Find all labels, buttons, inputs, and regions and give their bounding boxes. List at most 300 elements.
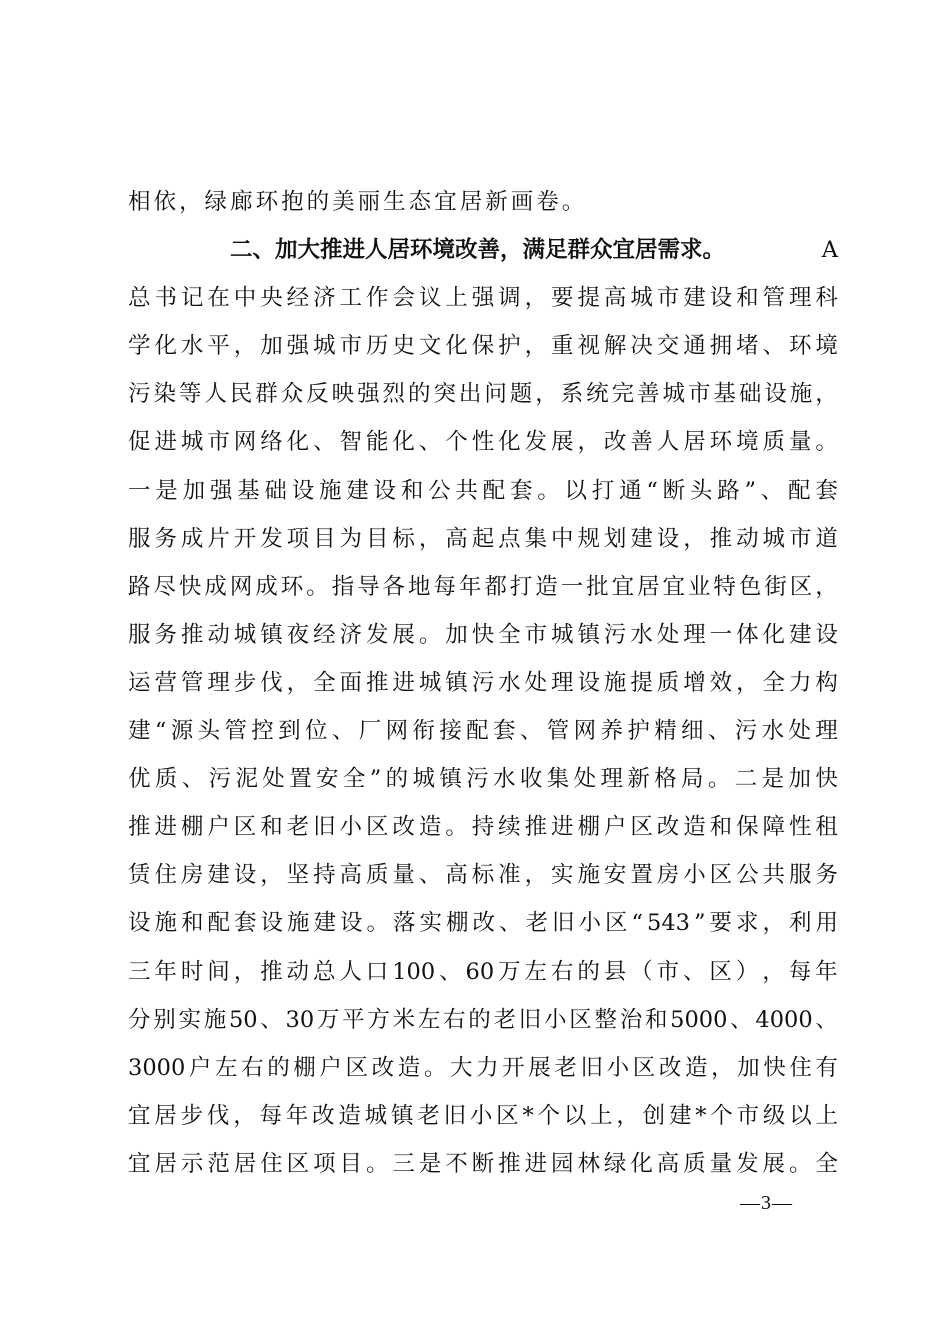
text-glyph: 。 (707, 766, 731, 793)
text-glyph: 构 (815, 669, 838, 696)
text-glyph: 视 (577, 333, 600, 360)
text-glyph: 相 (128, 189, 154, 215)
text-glyph: 区 (345, 1054, 369, 1081)
text-glyph: 人 (204, 381, 227, 408)
text-glyph: 一 (128, 477, 151, 504)
text-glyph: 改 (371, 1054, 395, 1081)
text-glyph: 提 (577, 285, 600, 312)
text-line (128, 370, 838, 418)
text-glyph: 左 (214, 1054, 238, 1081)
text-glyph: 。 (418, 621, 442, 648)
text-glyph: 城 (233, 621, 257, 648)
text-glyph: 环 (709, 429, 733, 456)
text-glyph: 配 (466, 718, 489, 745)
text-glyph: 各 (382, 573, 406, 600)
text-glyph: 区 (605, 910, 628, 937)
text-glyph: 重 (551, 333, 574, 360)
text-glyph: 、 (762, 333, 786, 360)
text-glyph: 美 (332, 189, 358, 215)
text-glyph: 质 (762, 429, 786, 456)
text-glyph: ” (744, 477, 756, 504)
text-glyph: ， (815, 573, 838, 600)
text-glyph: 全 (342, 766, 366, 793)
text-glyph: 县 (603, 958, 627, 985)
text-glyph: 镇 (577, 621, 600, 648)
text-glyph: 化 (286, 429, 310, 456)
text-glyph: 配 (482, 477, 506, 504)
text-glyph: * (695, 1102, 707, 1129)
text-glyph: 市 (687, 381, 711, 408)
text-glyph: 区 (365, 814, 389, 841)
text-glyph: 染 (153, 381, 176, 408)
text-glyph: 个 (445, 429, 468, 456)
text-glyph: 高 (656, 1150, 680, 1177)
text-glyph: 和 (400, 477, 424, 504)
text-glyph: 建 (683, 285, 706, 312)
text-glyph: 境 (815, 333, 838, 360)
text-glyph: 工 (339, 285, 363, 312)
text-glyph: 施 (287, 910, 310, 937)
text-glyph: 记 (180, 285, 204, 312)
text-glyph: 套 (509, 477, 533, 504)
text-glyph: 推 (180, 621, 204, 648)
text-glyph: 套 (234, 910, 257, 937)
text-glyph: 城 (418, 669, 442, 696)
text-glyph: ） (735, 958, 759, 985)
text-line (128, 755, 838, 803)
text-glyph: 老 (493, 1006, 517, 1033)
text-glyph: 快 (471, 621, 495, 648)
text-glyph: 断 (662, 477, 686, 504)
text-glyph: 在 (207, 285, 230, 312)
text-glyph: 都 (484, 573, 507, 600)
text-glyph: 建 (128, 718, 151, 745)
text-glyph: 展 (762, 1150, 786, 1177)
text-glyph: 造 (684, 1054, 708, 1081)
text-glyph: 改 (658, 1054, 682, 1081)
text-glyph: 化 (392, 429, 415, 456)
body-text (128, 178, 838, 1188)
text-glyph: 人 (656, 429, 680, 456)
text-glyph: 示 (180, 1150, 204, 1177)
text-glyph: 经 (313, 621, 336, 648)
section-heading-line (128, 226, 838, 274)
text-line (128, 707, 838, 755)
text-glyph: 施 (154, 910, 178, 937)
text-glyph: ， (418, 525, 442, 552)
text-glyph: 以 (564, 477, 588, 504)
text-glyph: 宜 (434, 189, 460, 215)
text-glyph: 米 (392, 1006, 416, 1033)
text-glyph: ， (577, 429, 600, 456)
text-glyph: 源 (170, 718, 194, 745)
text-glyph: 老 (286, 814, 310, 841)
text-glyph: 别 (153, 1006, 176, 1033)
text-glyph: 持 (313, 862, 336, 889)
text-glyph: 利 (788, 910, 812, 937)
text-glyph: ， (683, 525, 706, 552)
text-glyph: 管 (762, 285, 786, 312)
text-glyph: 公 (428, 477, 451, 504)
text-glyph: 级 (762, 1102, 786, 1129)
text-glyph: 中 (551, 525, 574, 552)
text-glyph: 强 (471, 285, 495, 312)
text-glyph: 镇 (439, 766, 462, 793)
text-glyph: 网 (573, 718, 597, 745)
text-glyph: 中 (233, 285, 257, 312)
text-glyph: 成 (204, 573, 227, 600)
text-glyph: 不 (445, 1150, 468, 1177)
text-glyph: 施 (603, 669, 627, 696)
text-glyph: 、 (707, 718, 731, 745)
text-glyph: 户 (603, 814, 627, 841)
text-glyph: 堵 (736, 333, 759, 360)
text-glyph: 改 (656, 814, 680, 841)
text-glyph: 运 (128, 669, 151, 696)
text-glyph: 施 (577, 862, 600, 889)
text-glyph: 央 (260, 285, 283, 312)
text-glyph: 市 (339, 333, 363, 360)
text-glyph: 区 (286, 1150, 310, 1177)
text-glyph: 造 (397, 1054, 421, 1081)
text-glyph: 处 (262, 766, 285, 793)
text-glyph: 高 (603, 285, 627, 312)
text-glyph: 夜 (286, 621, 310, 648)
text-glyph: 旧 (313, 814, 336, 841)
text-glyph: “ (646, 477, 658, 504)
text-glyph: ， (233, 1102, 256, 1129)
text-glyph: 集 (524, 525, 548, 552)
text-glyph: 理 (683, 621, 706, 648)
text-glyph: 局 (681, 766, 704, 793)
text-glyph: 环 (788, 333, 812, 360)
text-glyph: 的 (306, 189, 333, 215)
text-glyph: 施 (203, 1006, 227, 1033)
text-glyph: 和 (260, 814, 283, 841)
text-glyph: 色 (738, 573, 762, 600)
text-glyph: 打 (509, 573, 533, 600)
text-glyph: 推 (128, 814, 151, 841)
text-glyph: 能 (365, 429, 389, 456)
text-glyph: 力 (476, 1054, 499, 1081)
text-glyph: 众 (280, 381, 304, 408)
text-glyph: 础 (264, 477, 287, 504)
text-glyph: 置 (630, 862, 653, 889)
text-glyph: 城 (762, 525, 786, 552)
text-glyph: 设 (291, 477, 315, 504)
text-glyph: 小 (578, 910, 602, 937)
text-glyph: 头 (197, 718, 221, 745)
text-glyph: 宜 (611, 573, 635, 600)
text-glyph: 房 (180, 862, 204, 889)
text-glyph: 居 (683, 429, 706, 456)
text-glyph: 处 (788, 718, 811, 745)
text-glyph: 旧 (552, 910, 575, 937)
text-glyph: 右 (443, 1006, 466, 1033)
text-glyph: 力 (788, 669, 812, 696)
text-glyph: 每 (788, 958, 812, 985)
text-glyph: 上 (590, 1102, 613, 1129)
text-glyph: 目 (339, 1150, 363, 1177)
text-glyph: 书 (154, 285, 177, 312)
text-glyph: 科 (815, 285, 838, 312)
text-glyph: 城 (551, 621, 574, 648)
text-glyph: 务 (154, 525, 177, 552)
text-glyph: 加 (737, 1054, 760, 1081)
text-glyph: 网 (233, 429, 257, 456)
text-glyph: 境 (736, 429, 759, 456)
text-glyph: 批 (586, 573, 609, 600)
text-glyph: 城 (313, 333, 336, 360)
text-glyph: 环 (280, 573, 304, 600)
text-glyph: 管 (180, 669, 204, 696)
text-glyph: 。 (423, 1054, 447, 1081)
text-glyph: 建 (788, 621, 812, 648)
text-glyph: 的 (407, 381, 431, 408)
text-glyph: 控 (251, 718, 274, 745)
text-glyph: 务 (154, 621, 177, 648)
text-glyph: 基 (713, 381, 736, 408)
text-glyph: 生 (383, 189, 409, 215)
text-glyph: 础 (738, 381, 762, 408)
text-glyph: 丽 (357, 189, 384, 215)
text-glyph: 伐 (260, 669, 283, 696)
text-glyph: 实 (551, 862, 574, 889)
text-glyph: 化 (445, 333, 468, 360)
text-line (128, 899, 838, 947)
text-glyph: 进 (154, 814, 177, 841)
text-glyph: 3000 (128, 1054, 186, 1081)
text-glyph: 保 (736, 814, 759, 841)
text-line (128, 418, 838, 466)
text-line (128, 1044, 838, 1092)
text-glyph: 推 (709, 525, 733, 552)
text-glyph: 步 (180, 1102, 204, 1129)
text-glyph: 设 (340, 910, 363, 937)
text-glyph: 施 (318, 477, 342, 504)
text-glyph: 开 (233, 525, 257, 552)
text-glyph: 污 (128, 381, 151, 408)
text-glyph: 接 (439, 718, 462, 745)
text-glyph: 年 (815, 958, 838, 985)
text-line (128, 467, 838, 515)
text-glyph: 林 (577, 1150, 600, 1177)
text-glyph: 护 (627, 718, 650, 745)
text-glyph: 棚 (293, 1054, 316, 1081)
text-glyph: 市 (524, 621, 548, 648)
text-glyph: 理 (815, 718, 838, 745)
text-line (128, 851, 838, 899)
text-glyph: 30 (285, 1006, 315, 1033)
text-glyph: 质 (154, 766, 178, 793)
text-glyph: 和 (736, 285, 759, 312)
text-glyph: ， (524, 862, 548, 889)
text-glyph: 的 (468, 1006, 491, 1033)
text-glyph: 水 (493, 766, 516, 793)
text-glyph: 标 (471, 862, 495, 889)
text-glyph: 加 (260, 333, 283, 360)
text-glyph: 尽 (153, 573, 176, 600)
text-glyph: 坚 (286, 862, 310, 889)
text-glyph: 是 (418, 1150, 442, 1177)
text-glyph: 污 (208, 766, 232, 793)
text-glyph: 展 (528, 1054, 551, 1081)
text-glyph: 小 (339, 814, 363, 841)
text-glyph: 展 (392, 621, 415, 648)
text-glyph: 出 (458, 381, 482, 408)
text-glyph: 口 (365, 958, 389, 985)
text-glyph: 。 (306, 573, 329, 600)
text-glyph: 上 (815, 1102, 838, 1129)
text-glyph: “ (631, 910, 644, 937)
text-glyph: 展 (551, 429, 574, 456)
text-glyph: 质 (683, 1150, 706, 1177)
text-glyph: 基 (237, 477, 260, 504)
text-glyph: 上 (445, 285, 468, 312)
text-glyph: 映 (331, 381, 355, 408)
text-glyph: 进 (392, 669, 415, 696)
text-glyph: 改 (472, 910, 496, 937)
text-glyph: 造 (683, 814, 706, 841)
text-glyph: 议 (418, 285, 442, 312)
text-glyph: 快 (763, 1054, 786, 1081)
text-line (128, 803, 838, 851)
text-glyph: 建 (630, 525, 653, 552)
text-glyph: 发 (260, 525, 283, 552)
text-glyph: 和 (181, 910, 204, 937)
text-glyph: 实 (178, 1006, 201, 1033)
text-glyph: 543 (647, 910, 690, 937)
text-glyph: 要 (551, 285, 574, 312)
text-line (128, 1092, 838, 1140)
text-glyph: 全 (815, 1150, 838, 1177)
text-glyph: 建 (207, 862, 230, 889)
text-line (128, 274, 838, 322)
text-glyph: 动 (207, 621, 230, 648)
text-glyph: 格 (654, 766, 677, 793)
text-glyph: 量 (392, 862, 415, 889)
text-glyph: 二 (734, 766, 758, 793)
text-glyph: 化 (498, 429, 521, 456)
text-glyph: 网 (385, 718, 409, 745)
text-glyph: 棚 (577, 814, 600, 841)
text-glyph: 突 (433, 381, 456, 408)
text-glyph: 。 (366, 910, 390, 937)
text-glyph: 细 (681, 718, 704, 745)
text-glyph: 镇 (260, 621, 283, 648)
text-glyph: 街 (764, 573, 787, 600)
text-glyph: 共 (762, 862, 786, 889)
text-glyph: ， (233, 958, 257, 985)
text-glyph: 理 (788, 285, 812, 312)
text-glyph: 大 (449, 1054, 473, 1081)
text-glyph: 集 (546, 766, 570, 793)
text-glyph: 置 (289, 766, 312, 793)
text-glyph: 分 (128, 1006, 151, 1033)
text-glyph: 导 (357, 573, 380, 600)
text-glyph: 、 (499, 910, 522, 937)
text-glyph: 居 (154, 1102, 177, 1129)
text-glyph: 解 (603, 333, 627, 360)
text-glyph: 成 (180, 525, 204, 552)
text-glyph: 、 (181, 766, 205, 793)
text-glyph: 、 (815, 1006, 838, 1033)
text-glyph: 进 (524, 1150, 548, 1177)
text-glyph: 推 (524, 814, 548, 841)
text-glyph: 城 (630, 285, 653, 312)
text-glyph: 和 (644, 1006, 668, 1033)
text-glyph: 、 (313, 429, 336, 456)
text-glyph: 新 (485, 189, 511, 215)
text-glyph: 污 (466, 766, 489, 793)
text-glyph: 的 (267, 1054, 290, 1081)
text-glyph: 态 (408, 189, 435, 215)
text-glyph: 个 (710, 1102, 733, 1129)
text-glyph: 园 (551, 1150, 574, 1177)
text-glyph: 房 (656, 862, 680, 889)
text-glyph: ， (762, 958, 785, 985)
text-glyph: 画 (510, 189, 537, 215)
text-glyph: 发 (524, 429, 548, 456)
text-glyph: 高 (445, 862, 468, 889)
text-glyph: 建 (668, 1102, 692, 1129)
text-glyph: 右 (550, 958, 574, 985)
text-glyph: 治 (619, 1006, 643, 1033)
text-glyph: 拥 (709, 333, 733, 360)
text-glyph: 市 (656, 958, 680, 985)
text-glyph: 一 (709, 621, 733, 648)
text-glyph: 设 (128, 910, 151, 937)
text-glyph: 求 (735, 910, 759, 937)
text-glyph: 推 (260, 958, 283, 985)
text-glyph: 方 (367, 1006, 390, 1033)
text-glyph: 配 (788, 477, 811, 504)
text-glyph: 污 (471, 669, 495, 696)
text-glyph: 间 (207, 958, 230, 985)
text-glyph: 居 (233, 1150, 257, 1177)
text-glyph: 污 (603, 621, 627, 648)
text-glyph: 网 (229, 573, 253, 600)
text-glyph: 加 (788, 766, 811, 793)
text-glyph: 居 (459, 189, 486, 215)
text-glyph: 通 (683, 333, 706, 360)
text-glyph: 善 (637, 381, 660, 408)
text-glyph: ” (369, 766, 382, 793)
text-glyph: 镇 (390, 1102, 414, 1129)
text-glyph: 改 (392, 814, 415, 841)
text-glyph: 宜 (662, 573, 686, 600)
text-glyph: 4000 (755, 1006, 813, 1033)
text-glyph: 三 (392, 1150, 415, 1177)
text-glyph: 、 (683, 958, 706, 985)
text-glyph: 性 (471, 429, 495, 456)
text-glyph: 创 (642, 1102, 666, 1129)
text-glyph: 水 (180, 333, 204, 360)
text-glyph: 水 (761, 718, 785, 745)
text-glyph: 路 (128, 573, 151, 600)
text-line (128, 1140, 838, 1188)
text-glyph: 施 (789, 381, 813, 408)
text-glyph: 用 (815, 910, 838, 937)
text-glyph: 建 (313, 910, 337, 937)
text-glyph: 整 (594, 1006, 617, 1033)
text-glyph: 头 (689, 477, 713, 504)
text-glyph: 、 (439, 958, 462, 985)
text-glyph: 理 (551, 669, 574, 696)
text-glyph: 廊 (230, 189, 256, 215)
text-glyph: 区 (709, 958, 732, 985)
text-glyph: 老 (525, 910, 549, 937)
